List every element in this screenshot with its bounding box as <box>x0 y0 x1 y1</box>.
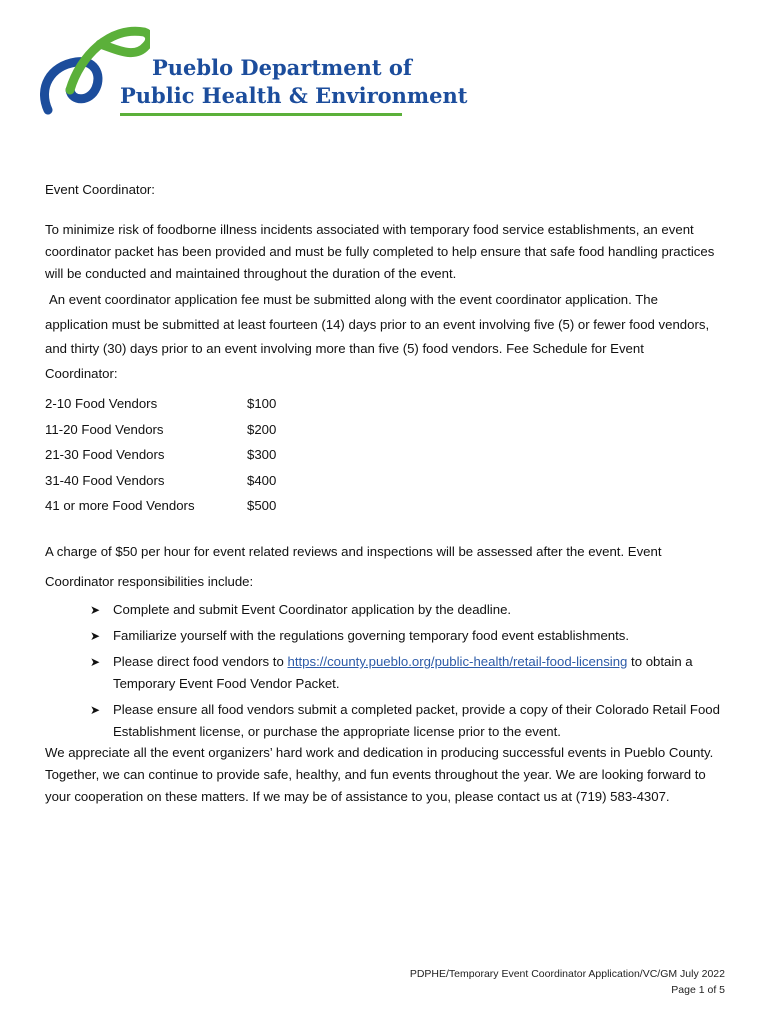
fee-label: 31-40 Food Vendors <box>45 472 165 488</box>
list-item <box>90 651 730 695</box>
list-item-text: Complete and submit Event Coordinator application by the deadline. <box>113 602 512 617</box>
fee-label: 41 or more Food Vendors <box>45 498 195 513</box>
fee-paragraph: An event coordinator application fee must be submitted along with the event coordinator application. The application must be submitted at least fourteen (14) days prior to an event involving five (5) or fewer food vendors, and thirty (30) days prior to an event involving more than five (5) food vendors. Fee Schedule for Event Coordinator: <box>45 292 710 381</box>
document-id: PDPHE/Temporary Event Coordinator Application/VC/GM July 2022 <box>409 968 725 980</box>
fee-schedule-table <box>45 391 345 519</box>
fee-row <box>45 417 345 443</box>
fee-paragraph-block <box>45 288 720 386</box>
list-item-text: Please ensure all food vendors submit a completed packet, provide a copy of their Colorado Retail Food Establishment license, or purchase the appropriate license prior to the event. <box>113 702 720 739</box>
charge-paragraph-block <box>45 537 720 597</box>
retail-food-licensing-link[interactable]: https://county.pueblo.org/public-health/retail-food-licensing <box>287 654 628 669</box>
logo-line-1: Pueblo Department of <box>152 55 412 80</box>
salutation-block <box>45 179 720 201</box>
fee-label: 21-30 Food Vendors <box>45 447 165 462</box>
arrow-bullet-icon: ➤ <box>90 655 101 669</box>
list-item <box>90 625 730 647</box>
page-number: Page 1 of 5 <box>671 984 725 996</box>
logo-line-2: Public Health & Environment <box>120 83 468 108</box>
fee-amount: $300 <box>247 447 277 462</box>
fee-amount: $100 <box>247 396 277 411</box>
closing-paragraph-block <box>45 742 720 808</box>
page-footer <box>410 966 725 998</box>
list-item-text-post: to obtain a Temporary Event Food Vendor Packet. <box>113 654 693 691</box>
list-item <box>90 699 730 743</box>
responsibilities-list <box>90 599 730 747</box>
fee-row <box>45 391 345 417</box>
charge-paragraph: A charge of $50 per hour for event related reviews and inspections will be assessed after the event. Event Coordinator responsibilities include: <box>45 544 662 589</box>
fee-row <box>45 468 345 494</box>
closing-paragraph: We appreciate all the event organizers’ hard work and dedication in producing successful events in Pueblo County. Together, we can continue to provide safe, healthy, and fun events throughout the year. We are looking forward to your cooperation on these matters. If we may be of assistance to you, please contact us at (719) 583-4307. <box>45 745 714 804</box>
arrow-bullet-icon: ➤ <box>90 629 101 643</box>
fee-row <box>45 493 345 519</box>
salutation: Event Coordinator: <box>45 182 155 197</box>
list-item-text-pre: Please direct food vendors to <box>113 654 288 669</box>
fee-row <box>45 442 345 468</box>
list-item <box>90 599 730 621</box>
fee-label: 2-10 Food Vendors <box>45 396 158 411</box>
list-item-text: Familiarize yourself with the regulations governing temporary food event establishments. <box>113 628 630 643</box>
arrow-bullet-icon: ➤ <box>90 603 101 617</box>
fee-label: 11-20 Food Vendors <box>45 421 164 437</box>
fee-amount: $200 <box>247 421 277 437</box>
logo-underline <box>120 113 402 116</box>
intro-paragraph-block <box>45 219 720 285</box>
fee-amount: $500 <box>247 498 277 513</box>
intro-paragraph: To minimize risk of foodborne illness incidents associated with temporary food service establishments, an event coordinator packet has been provided and must be fully completed to help ensure that safe food handling practices will be conducted and maintained throughout the duration of the event. <box>45 222 715 281</box>
fee-amount: $400 <box>247 472 277 488</box>
arrow-bullet-icon: ➤ <box>90 703 101 717</box>
